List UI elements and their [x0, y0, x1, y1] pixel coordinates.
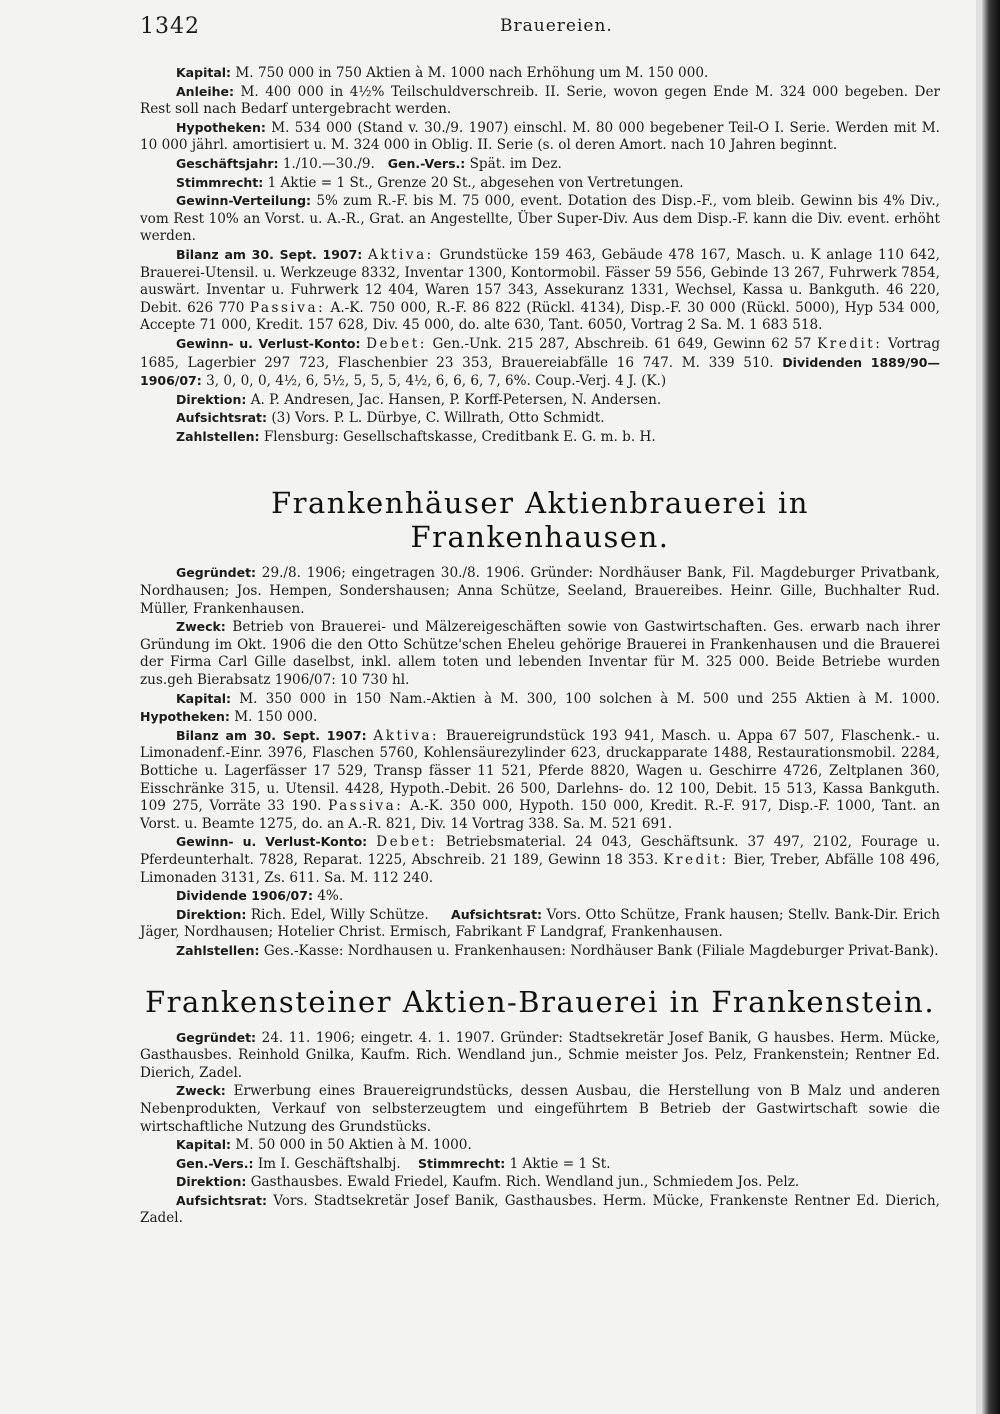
stimmrecht-paragraph [140, 174, 940, 193]
direktion-paragraph [140, 906, 940, 942]
bilanz-paragraph [140, 727, 940, 834]
direktion-text: Rich. Edel, Willy Schütze. [250, 906, 429, 923]
zahlstellen-label: Zahlstellen: [176, 942, 260, 958]
aktiva-text: Grundstücke 159 463, Gebäude 478 167, Masch. u. K anlage 110 642, Brauerei-Utensil. u. Werkzeuge 8332, Inventar 1300, Kontormobil. Fässer 59 556, Gebinde 13 267, Fuhrwerk 7854, auswärt. Inventar u. Fuhrwerk 12 404, Waren 157 343, Assekuranz 1331, Wechsel, Kassa u. Bankguth. 46 220, Debit. 626 770 [140, 246, 940, 316]
aufsichtsrat-paragraph [140, 1192, 940, 1228]
guv-paragraph [140, 833, 940, 887]
zahlstellen-paragraph [140, 428, 940, 447]
hypotheken-text: M. 534 000 (Stand v. 30./9. 1907) einschl. M. 80 000 begebener Teil-O I. Serie. Werden mit M. 10 000 jährl. amortisiert u. M. 324 000 in Oblig. II. Serie (s. ol deren Amort. nach 10 Jahren beginnt. [140, 119, 940, 154]
kapital-paragraph [140, 690, 940, 727]
kapital-paragraph [140, 64, 940, 83]
zweck-paragraph [140, 618, 940, 689]
running-head: Brauereien. [500, 16, 613, 36]
debet-label: Debet: [376, 834, 437, 851]
zweck-paragraph [140, 1082, 940, 1136]
page-number: 1342 [140, 14, 200, 39]
direktion-label: Direktion: [176, 906, 247, 922]
kapital-text: M. 50 000 in 50 Aktien à M. 1000. [235, 1137, 472, 1154]
kredit-label: Kredit: [817, 335, 883, 352]
kapital-label: Kapital: [176, 690, 232, 706]
hypotheken-paragraph [140, 119, 940, 155]
kredit-text: Bier, Treber, Abfälle 108 496, Limonaden 3131, Zs. 611. Sa. M. 112 240. [140, 851, 940, 886]
genvers-paragraph [140, 1155, 940, 1174]
anleihe-paragraph [140, 83, 940, 119]
debet-label: Debet: [366, 335, 427, 352]
direktion-paragraph [140, 391, 940, 410]
direktion-paragraph [140, 1173, 940, 1192]
direktion-label: Direktion: [176, 391, 247, 407]
page-header [140, 14, 940, 44]
debet-text: Gen.-Unk. 215 287, Abschreib. 61 649, Gewinn 62 57 [432, 335, 812, 352]
genvers-label: Gen.-Vers.: [387, 155, 466, 171]
aufsichtsrat-paragraph [140, 409, 940, 428]
entry-frankenhausen [140, 564, 940, 960]
zweck-label: Zweck: [176, 619, 226, 635]
gewinnverteilung-paragraph [140, 192, 940, 246]
entry-frankenstein [140, 1029, 940, 1229]
geschaeftsjahr-text: 1./10.—30./9. [282, 155, 375, 172]
kapital-label: Kapital: [176, 1137, 232, 1153]
dividende-text: 4%. [317, 888, 344, 905]
bilanz-paragraph [140, 246, 940, 335]
geschaeftsjahr-paragraph [140, 155, 940, 174]
aufsichtsrat-label: Aufsichtsrat: [176, 1192, 268, 1208]
zahlstellen-text: Ges.-Kasse: Nordhausen u. Frankenhausen: Nordhäuser Bank (Filiale Magdeburger Privat-Bank). [263, 942, 939, 959]
guv-label: Gewinn- u. Verlust-Konto: [176, 834, 368, 850]
gegruendet-label: Gegründet: [176, 565, 257, 581]
zweck-text: Erwerbung eines Brauereigrundstücks, dessen Ausbau, die Herstellung von B Malz und anderen Nebenprodukten, Verkauf von selbsterzeugtem und eingeführtem B Betrieb der Gastwirtschaft sowie die wirtschaftliche Nutzung des Grundstücks. [140, 1083, 940, 1135]
aufsichtsrat-label: Aufsichtsrat: [176, 410, 268, 426]
direktion-text: A. P. Andresen, Jac. Hansen, P. Korff-Petersen, N. Andersen. [250, 391, 662, 408]
gegruendet-text: 24. 11. 1906; eingetr. 4. 1. 1907. Gründer: Stadtsekretär Josef Banik, G hausbes. Herm. Mücke, Gasthausbes. Reinhold Gnilka, Kaufm. Rich. Wendland jun., Schmie meister Jos. Pelz, Frankenstein; Rentner Ed. Dierich, Zadel. [140, 1029, 940, 1081]
passiva-text: A.-K. 750 000, R.-F. 86 822 (Rückl. 4134), Disp.-F. 30 000 (Rückl. 5000), Hyp 534 000, Accepte 71 000, Kredit. 157 628, Div. 45 000, do. alte 630, Tant. 6050, Vortrag 2 Sa. M. 1 683 518. [140, 299, 941, 334]
hypotheken-text: M. 150 000. [234, 709, 318, 726]
anleihe-label: Anleihe: [176, 83, 234, 99]
entry-title-frankenhausen: Frankenhäuser Aktienbrauerei in Frankenhausen. [271, 486, 809, 555]
genvers-label: Gen.-Vers.: [176, 1155, 254, 1171]
passiva-label: Passiva: [328, 798, 404, 815]
passiva-label: Passiva: [249, 299, 326, 316]
aufsichtsrat-text: Vors. Otto Schütze, Frank hausen; Stellv. Bank-Dir. Erich Jäger, Nordhausen; Hotelier Christ. Ermisch, Fabrikant F Landgraf, Frankenhausen. [140, 906, 941, 941]
gegruendet-text: 29./8. 1906; eingetragen 30./8. 1906. Gründer: Nordhäuser Bank, Fil. Magdeburger Privatbank, Nordhausen; Jos. Hempen, Sondershausen; Anna Schütze, Seeland, Brauereibes. Heinr. Gille, Buchhalter Rud. Müller, Frankenhausen. [140, 565, 940, 617]
zahlstellen-text: Flensburg: Gesellschaftskasse, Creditbank E. G. m. b. H. [263, 428, 656, 445]
gegruendet-label: Gegründet: [176, 1029, 257, 1045]
kapital-paragraph [140, 1136, 940, 1155]
gewinnverteilung-text: 5% zum R.-F. bis M. 75 000, event. Dotation des Disp.-F., vom bleib. Gewinn bis 4% Div., vom Rest 10% an Vorst. u. A.-R., Grat. an Angestellte, Über Super-Div. Aus dem Disp.-F. kann die Div. event. erhöht werden. [140, 193, 940, 245]
scan-border-dark [982, 0, 1000, 1414]
bilanz-label: Bilanz am 30. Sept. 1907: [176, 246, 363, 262]
aktiva-label: Aktiva: [373, 727, 440, 744]
zweck-text: Betrieb von Brauerei- und Mälzereigeschäften sowie von Gastwirtschaften. Ges. erwarb nach ihrer Gründung im Okt. 1906 die den Otto Schütze'schen Eheleu gehörige Brauerei in Frankenhausen und die Brauerei der Firma Carl Gille daselbst, inkl. allem toten und lebenden Inventar für M. 325 000. Beide Betriebe wurden zus.geh Bierabsatz 1906/07: 10 730 hl. [140, 619, 940, 689]
kapital-text: M. 350 000 in 150 Nam.-Aktien à M. 300, 100 solchen à M. 500 und 255 Aktien à M. 1000. [239, 690, 940, 707]
kredit-text: Vortrag 1685, Lagerbier 297 723, Flaschenbier 23 353, Brauereiabfälle 16 747. M. 339 510. [140, 335, 941, 371]
page-content [140, 64, 940, 1228]
aktiva-label: Aktiva: [368, 246, 434, 263]
anleihe-text: M. 400 000 in 4½% Teilschuldverschreib. II. Serie, wovon gegen Ende M. 324 000 begeben. Der Rest soll nach Bedarf untergebracht werden. [140, 83, 940, 118]
direktion-label: Direktion: [176, 1174, 247, 1190]
stimmrecht-label: Stimmrecht: [417, 1155, 506, 1171]
dividende-label: Dividende 1906/07: [176, 888, 313, 904]
dividenden-label: Dividenden 1889/90—1906/07: [140, 354, 940, 389]
stimmrecht-text: 1 Aktie = 1 St., Grenze 20 St., abgesehen von Vertretungen. [267, 174, 684, 191]
zahlstellen-paragraph [140, 942, 940, 961]
guv-paragraph [140, 335, 940, 391]
zweck-label: Zweck: [176, 1083, 226, 1099]
aktiva-text: Brauereigrundstück 193 941, Masch. u. Appa 67 507, Flaschenk.- u. Limonadenf.-Einr. 3976, Flaschen 5760, Kohlensäurezylinder 623, druckapparate 1488, Restaurationsmobil. 2284, Bottiche u. Lagerfässer 17 529, Transp fässer 11 521, Pferde 8820, Wagen u. Geschirre 4726, Zeltplanen 360, Eisschränke 315, u. Utensil. 4428, Hypoth.-Debit. 26 500, Darlehns- do. 12 100, Debit. 15 513, Kassa Bankguth. 109 275, Vorräte 33 190. [140, 727, 940, 815]
dividende-paragraph [140, 887, 940, 906]
entry-continued [140, 64, 940, 446]
debet-text: Betriebsmaterial. 24 043, Geschäftsunk. 37 497, 2102, Fourage u. Pferdeunterhalt. 7828, Reparat. 1225, Abschreib. 21 189, Gewinn 18 353. [140, 834, 941, 868]
genvers-text: Im I. Geschäftshalbj. [257, 1155, 401, 1172]
aufsichtsrat-label: Aufsichtsrat: [451, 906, 543, 922]
kapital-text: M. 750 000 in 750 Aktien à M. 1000 nach Erhöhung um M. 150 000. [235, 65, 709, 81]
kapital-label: Kapital: [176, 65, 232, 80]
gegruendet-paragraph [140, 1029, 940, 1083]
genvers-text: Spät. im Dez. [469, 155, 562, 172]
hypotheken-label: Hypotheken: [140, 709, 230, 725]
gegruendet-paragraph [140, 564, 940, 618]
aufsichtsrat-text: (3) Vors. P. L. Dürbye, C. Willrath, Otto Schmidt. [271, 410, 605, 427]
zahlstellen-label: Zahlstellen: [176, 428, 260, 444]
hypotheken-label: Hypotheken: [176, 119, 266, 135]
gewinnverteilung-label: Gewinn-Verteilung: [176, 193, 312, 209]
kredit-label: Kredit: [663, 851, 729, 868]
entry-title-frankenstein: Frankensteiner Aktien-Brauerei in Frankenstein. [144, 984, 936, 1019]
geschaeftsjahr-label: Geschäftsjahr: [176, 155, 279, 171]
passiva-text: A.-K. 350 000, Hypoth. 150 000, Kredit. R.-F. 917, Disp.-F. 1000, Tant. an Vorst. u. Beamte 1275, do. an A.-R. 821, Div. 14 Vortrag 338. Sa. M. 521 691. [140, 798, 941, 832]
stimmrecht-text: 1 Aktie = 1 St. [509, 1155, 611, 1172]
guv-label: Gewinn- u. Verlust-Konto: [176, 335, 361, 351]
stimmrecht-label: Stimmrecht: [176, 174, 264, 190]
dividenden-text: 3, 0, 0, 0, 4½, 6, 5½, 5, 5, 5, 4½, 6, 6, 6, 7, 6%. Coup.-Verj. 4 J. (K.) [206, 373, 667, 390]
direktion-text: Gasthausbes. Ewald Friedel, Kaufm. Rich. Wendland jun., Schmiedem Jos. Pelz. [250, 1174, 800, 1191]
aufsichtsrat-text: Vors. Stadtsekretär Josef Banik, Gasthausbes. Herm. Mücke, Frankenste Rentner Ed. Dierich, Zadel. [140, 1192, 940, 1227]
bilanz-label: Bilanz am 30. Sept. 1907: [176, 727, 367, 743]
